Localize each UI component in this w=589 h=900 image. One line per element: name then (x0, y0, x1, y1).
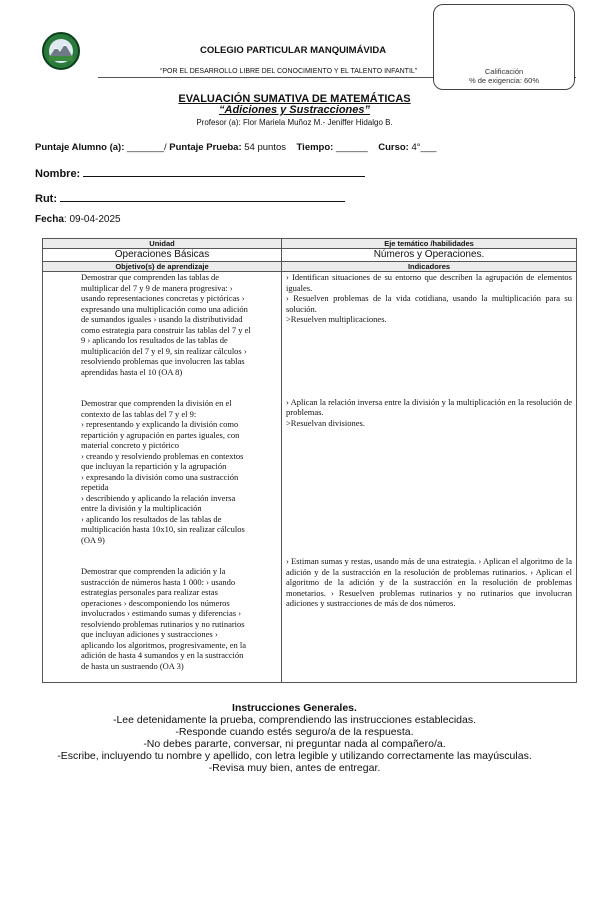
exam-title: EVALUACIÓN SUMATIVA DE MATEMÁTICAS (178, 93, 411, 105)
course-value[interactable]: 4°___ (408, 142, 437, 153)
indicators-header: Indicadores (282, 262, 577, 272)
indicators-cell (282, 272, 577, 683)
date-value: : 09-04-2025 (63, 214, 121, 225)
instruction-item: -No debes pararte, conversar, ni preguntar nada al compañero/a. (143, 738, 446, 750)
grade-label-requirement: % de exigencia: 60% (468, 76, 540, 85)
course-label: Curso: (378, 142, 409, 153)
unit-header: Unidad (43, 239, 282, 249)
school-logo (42, 32, 80, 70)
student-score-blank[interactable]: _______/ (124, 142, 170, 153)
table-row (43, 272, 577, 683)
general-instructions (0, 702, 589, 774)
grade-box-label (434, 67, 574, 85)
instruction-item: -Escribe, incluyendo tu nombre y apellido, con letra legible y utilizando correctamente las mayúsculas. (57, 750, 532, 762)
test-score-value: 54 puntos (241, 142, 286, 153)
rut-label: Rut: (35, 193, 57, 205)
table-header-row (43, 239, 577, 249)
indicator-oa3: › Estiman sumas y restas, usando más de una estrategia. › Aplican el algoritmo de la adición y de la sustracción en la resolución de problemas rutinarios. › Aplican el algoritmo de la adición y de la sustracción en la resolución de problemas monetarios. › Resuelven problemas rutinarios y no rutinarios que involucran adiciones y sustracciones de más de dos números. (286, 556, 572, 608)
time-blank[interactable]: ______ (333, 142, 368, 153)
name-label: Nombre: (35, 168, 81, 180)
date-field (35, 214, 121, 225)
indicator-oa9: › Aplican la relación inversa entre la división y la multiplicación en la resolución de problemas. >Resuelvan divisiones. (286, 396, 572, 428)
instruction-item: -Responde cuando estés seguro/a de la respuesta. (175, 726, 414, 738)
school-motto: “POR EL DESARROLLO LIBRE DEL CONOCIMIENTO Y EL TALENTO INFANTIL” (160, 68, 418, 75)
exam-subtitle: “Adiciones y Sustracciones” (219, 104, 370, 116)
indicator-oa8: › Identifican situaciones de su entorno que describen la agrupación de elementos iguales. › Resuelven problemas de la vida cotidiana, usando la multiplicación para su solución. >Resuelven multiplicaciones. (286, 272, 572, 324)
school-name: COLEGIO PARTICULAR MANQUIMÁVIDA (200, 45, 387, 56)
name-blank[interactable] (83, 166, 365, 177)
grade-label-title: Calificación (484, 67, 524, 76)
rut-field (35, 191, 345, 205)
objectives-cell (43, 272, 282, 683)
rut-blank[interactable] (60, 191, 345, 202)
student-score-label: Puntaje Alumno (a): (35, 142, 125, 153)
time-label: Tiempo: (296, 142, 334, 153)
objective-oa9: Demostrar que comprenden la división en el contexto de las tablas del 7 y el 9: › representando y explicando la división como repartición y agrupación en partes iguales, con material concreto y pictórico › creando y resolviendo problemas en contextos que incluyan la repartición y la agrupación › expresando la división como una sustracción repetida › describiendo y aplicando la relación inversa entre la división y la multiplicación › aplicando los resultados de las tablas de multiplicación hasta 10x10, sin realizar cálculos (OA 9) (81, 398, 245, 545)
score-line (35, 142, 436, 153)
table-row (43, 249, 577, 262)
instructions-title: Instrucciones Generales. (232, 702, 357, 714)
axis-value: Números y Operaciones. (282, 249, 577, 262)
curriculum-table (42, 238, 577, 683)
test-score-label: Puntaje Prueba: (169, 142, 242, 153)
date-label: Fecha (35, 214, 64, 225)
objectives-header: Objetivo(s) de aprendizaje (43, 262, 282, 272)
table-header-row (43, 262, 577, 272)
grade-box (433, 4, 575, 90)
axis-header: Eje temático /habilidades (282, 239, 577, 249)
instruction-item: -Revisa muy bien, antes de entregar. (208, 762, 381, 774)
unit-value: Operaciones Básicas (43, 249, 282, 262)
name-field (35, 166, 365, 180)
teacher-line: Profesor (a): Flor Mariela Muñoz M.- Jeniffer Hidalgo B. (196, 118, 393, 127)
objective-oa8: Demostrar que comprenden las tablas de multiplicar del 7 y 9 de manera progresiva: › usando representaciones concretas y pictóricas › expresando una multiplicación como una adición de sumandos iguales › usando la distributividad como estrategia para construir las tablas del 7 y el 9 › aplicando los resultados de las tablas de multiplicación del 7 y el 9, sin realizar cálculos › resolviendo problemas que involucren las tablas aprendidas hasta el 10 (OA 8) (81, 272, 251, 377)
objective-oa3: Demostrar que comprenden la adición y la sustracción de números hasta 1 000: › usando estrategias personales para realizar estas operaciones › descomponiendo los números involucrados › estimando sumas y diferencias › resolviendo problemas rutinarios y no rutinarios que incluyan adiciones y sustracciones › aplicando los algoritmos, progresivamente, en la adición de hasta 4 sumandos y en la sustracción de hasta un sustraendo (OA 3) (81, 566, 246, 671)
instruction-item: -Lee detenidamente la prueba, comprendiendo las instrucciones establecidas. (112, 714, 477, 726)
